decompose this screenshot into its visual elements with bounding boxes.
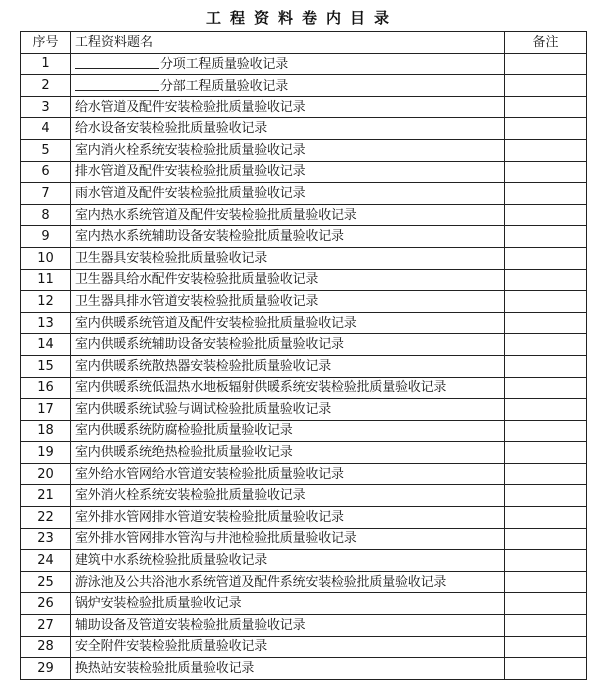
document-title: 工程资料卷内目录 (205, 9, 398, 27)
row-number: 7 (21, 183, 71, 205)
row-title-cell (71, 377, 505, 399)
header-number: 序号 (21, 32, 71, 54)
row-title-cell (71, 269, 505, 291)
row-number: 28 (21, 636, 71, 658)
table-row (21, 420, 587, 442)
table-row (21, 550, 587, 572)
row-number: 11 (21, 269, 71, 291)
row-remark (505, 183, 587, 205)
row-number: 19 (21, 442, 71, 464)
row-remark (505, 420, 587, 442)
table-row (21, 53, 587, 75)
row-remark (505, 636, 587, 658)
row-title: 室内供暖系统绝热检验批质量验收记录 (75, 445, 293, 461)
row-title: 室外排水管网排水管沟与井池检验批质量验收记录 (75, 531, 357, 547)
table-row (21, 204, 587, 226)
row-title-cell (71, 442, 505, 464)
row-number: 26 (21, 593, 71, 615)
row-number: 21 (21, 485, 71, 507)
row-number: 13 (21, 312, 71, 334)
row-title-cell (71, 550, 505, 572)
row-title: 安全附件安装检验批质量验收记录 (75, 639, 268, 655)
row-title: 辅助设备及管道安装检验批质量验收记录 (75, 617, 306, 633)
row-remark (505, 269, 587, 291)
row-title: 雨水管道及配件安装检验批质量验收记录 (75, 185, 306, 201)
table-row (21, 528, 587, 550)
row-title: 室内供暖系统管道及配件安装检验批质量验收记录 (75, 315, 357, 331)
row-title-cell (71, 463, 505, 485)
row-remark (505, 377, 587, 399)
row-number: 10 (21, 247, 71, 269)
table-row (21, 399, 587, 421)
row-number: 20 (21, 463, 71, 485)
row-title-cell (71, 75, 505, 97)
row-title: 分部工程质量验收记录 (160, 78, 289, 94)
table-row (21, 463, 587, 485)
row-title: 排水管道及配件安装检验批质量验收记录 (75, 164, 306, 180)
table-row (21, 334, 587, 356)
table-row (21, 291, 587, 313)
table-row (21, 139, 587, 161)
row-title-cell (71, 399, 505, 421)
table-row (21, 96, 587, 118)
table-row (21, 658, 587, 680)
row-remark (505, 161, 587, 183)
fill-in-blank (75, 55, 159, 69)
row-title-cell (71, 420, 505, 442)
row-title-cell (71, 226, 505, 248)
table-row (21, 355, 587, 377)
row-title: 分项工程质量验收记录 (160, 57, 289, 73)
row-title-cell (71, 636, 505, 658)
row-remark (505, 399, 587, 421)
row-title-cell (71, 571, 505, 593)
table-row (21, 312, 587, 334)
row-title: 游泳池及公共浴池水系统管道及配件系统安装检验批质量验收记录 (75, 574, 447, 590)
row-title-cell (71, 507, 505, 529)
table-row (21, 118, 587, 140)
row-number: 12 (21, 291, 71, 313)
row-title-cell (71, 658, 505, 680)
header-remark: 备注 (505, 32, 587, 54)
table-row (21, 161, 587, 183)
header-title: 工程资料题名 (71, 32, 505, 54)
row-title-cell (71, 615, 505, 637)
row-number: 15 (21, 355, 71, 377)
row-title-cell (71, 312, 505, 334)
row-title: 室内供暖系统低温热水地板辐射供暖系统安装检验批质量验收记录 (75, 380, 447, 396)
row-title-cell (71, 355, 505, 377)
row-remark (505, 442, 587, 464)
row-title: 换热站安装检验批质量验收记录 (75, 661, 255, 677)
row-number: 5 (21, 139, 71, 161)
table-body (21, 53, 587, 679)
row-title: 卫生器具给水配件安装检验批质量验收记录 (75, 272, 319, 288)
row-title: 室内热水系统管道及配件安装检验批质量验收记录 (75, 207, 357, 223)
row-title-cell (71, 96, 505, 118)
table-row (21, 442, 587, 464)
row-remark (505, 334, 587, 356)
row-remark (505, 96, 587, 118)
row-remark (505, 658, 587, 680)
row-remark (505, 139, 587, 161)
row-title: 室内供暖系统散热器安装检验批质量验收记录 (75, 358, 332, 374)
row-remark (505, 312, 587, 334)
table-row (21, 485, 587, 507)
row-title-cell (71, 139, 505, 161)
row-title: 室外消火栓系统安装检验批质量验收记录 (75, 488, 306, 504)
table-row (21, 571, 587, 593)
table-row (21, 507, 587, 529)
row-remark (505, 615, 587, 637)
table-row (21, 636, 587, 658)
row-number: 14 (21, 334, 71, 356)
row-title: 给水设备安装检验批质量验收记录 (75, 121, 268, 137)
row-number: 24 (21, 550, 71, 572)
row-title-cell (71, 161, 505, 183)
row-number: 23 (21, 528, 71, 550)
row-remark (505, 75, 587, 97)
row-number: 6 (21, 161, 71, 183)
row-title: 建筑中水系统检验批质量验收记录 (75, 553, 268, 569)
row-title-cell (71, 334, 505, 356)
row-title: 室内热水系统辅助设备安装检验批质量验收记录 (75, 229, 344, 245)
row-title-cell (71, 118, 505, 140)
row-title-cell (71, 485, 505, 507)
row-remark (505, 528, 587, 550)
row-title-cell (71, 183, 505, 205)
row-remark (505, 291, 587, 313)
fill-in-blank (75, 77, 159, 91)
row-number: 2 (21, 75, 71, 97)
row-title: 卫生器具安装检验批质量验收记录 (75, 250, 268, 266)
table-row (21, 269, 587, 291)
row-number: 4 (21, 118, 71, 140)
table-row (21, 615, 587, 637)
row-title: 锅炉安装检验批质量验收记录 (75, 596, 242, 612)
row-title-cell (71, 204, 505, 226)
row-title-cell (71, 291, 505, 313)
row-number: 27 (21, 615, 71, 637)
row-title-cell (71, 593, 505, 615)
row-number: 3 (21, 96, 71, 118)
row-title: 室外排水管网排水管道安装检验批质量验收记录 (75, 509, 344, 525)
row-remark (505, 204, 587, 226)
row-remark (505, 355, 587, 377)
row-remark (505, 53, 587, 75)
row-number: 8 (21, 204, 71, 226)
row-title: 室内供暖系统辅助设备安装检验批质量验收记录 (75, 337, 344, 353)
row-remark (505, 571, 587, 593)
table-row (21, 75, 587, 97)
table-row (21, 593, 587, 615)
row-remark (505, 226, 587, 248)
row-title: 室内供暖系统防腐检验批质量验收记录 (75, 423, 293, 439)
row-title: 室内消火栓系统安装检验批质量验收记录 (75, 142, 306, 158)
row-title: 给水管道及配件安装检验批质量验收记录 (75, 99, 306, 115)
table-header-row (21, 32, 587, 54)
catalog-table (20, 31, 587, 680)
table-row (21, 377, 587, 399)
table-row (21, 247, 587, 269)
row-remark (505, 118, 587, 140)
table-row (21, 183, 587, 205)
row-number: 16 (21, 377, 71, 399)
row-title: 室内供暖系统试验与调试检验批质量验收记录 (75, 401, 332, 417)
row-number: 22 (21, 507, 71, 529)
row-number: 29 (21, 658, 71, 680)
row-number: 17 (21, 399, 71, 421)
row-title-cell (71, 247, 505, 269)
row-title-cell (71, 528, 505, 550)
row-title-cell (71, 53, 505, 75)
row-remark (505, 593, 587, 615)
row-remark (505, 550, 587, 572)
row-remark (505, 247, 587, 269)
row-title: 室外给水管网给水管道安装检验批质量验收记录 (75, 466, 344, 482)
row-number: 25 (21, 571, 71, 593)
table-row (21, 226, 587, 248)
row-number: 9 (21, 226, 71, 248)
row-remark (505, 485, 587, 507)
row-number: 18 (21, 420, 71, 442)
row-number: 1 (21, 53, 71, 75)
row-remark (505, 463, 587, 485)
row-remark (505, 507, 587, 529)
row-title: 卫生器具排水管道安装检验批质量验收记录 (75, 293, 319, 309)
